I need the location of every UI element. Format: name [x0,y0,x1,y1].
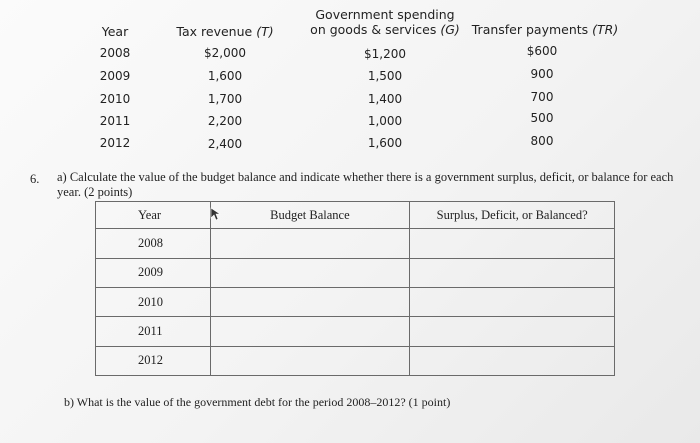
cell-gov: 1,500 [367,69,403,83]
header-gov-spending [305,7,465,37]
header-gov-spending-line1: Government spending [315,7,455,22]
header-tax-revenue [170,24,280,39]
table-row [96,287,615,316]
table-row [96,229,615,258]
table-row [96,258,615,287]
cell-tax: 1,700 [207,92,243,106]
cell-year: 2009 [99,69,131,83]
header-transfer-symbol: (TR) [592,22,619,37]
table-row [96,346,615,375]
cell-transfer: 700 [530,90,554,104]
cell-gov: 1,600 [367,136,403,150]
answer-table [95,201,615,376]
table-row [96,317,615,346]
cell-year: 2008 [99,46,131,60]
cell-gov: 1,400 [367,92,403,106]
cell-tax: 2,200 [207,114,243,128]
header-gov-spending-text: on goods & services [310,22,437,37]
answer-year-cell: 2011 [96,317,211,346]
budget-balance-cell[interactable] [210,346,410,375]
header-gov-spending-symbol: (G) [440,22,460,37]
cell-gov: 1,000 [367,114,403,128]
cell-transfer: $600 [526,44,558,58]
cell-gov: $1,200 [364,47,406,61]
header-transfer-text: Transfer payments [471,22,589,37]
header-tax-revenue-symbol: (T) [256,24,274,39]
budget-balance-cell[interactable] [210,258,410,287]
status-cell[interactable] [410,346,615,375]
answer-year-cell: 2010 [96,287,211,316]
cell-year: 2010 [99,92,131,106]
cell-tax: 1,600 [207,69,243,83]
cell-transfer: 500 [530,111,554,125]
cell-transfer: 800 [530,134,554,148]
answer-header-status: Surplus, Deficit, or Balanced? [410,202,615,229]
status-cell[interactable] [410,229,615,258]
answer-year-cell: 2012 [96,346,211,375]
mouse-cursor-icon [210,207,222,221]
answer-year-cell: 2009 [96,258,211,287]
budget-balance-cell[interactable] [210,229,410,258]
cell-year: 2011 [99,114,131,128]
cell-tax: 2,400 [207,137,243,151]
header-transfer-payments [470,22,620,37]
question-part-a: a) Calculate the value of the budget balance and indicate whether there is a government surplus, deficit, or balance for each year. (2 points) [57,170,674,199]
status-cell[interactable] [410,287,615,316]
header-gov-spending-line2 [305,22,465,37]
answer-table-header-row [96,202,615,229]
header-year: Year [101,24,129,39]
header-tax-revenue-text: Tax revenue [176,24,253,39]
cell-transfer: 900 [530,67,554,81]
data-table [60,4,660,154]
answer-year-cell: 2008 [96,229,211,258]
cell-year: 2012 [99,136,131,150]
budget-balance-cell[interactable] [210,317,410,346]
cell-tax: $2,000 [204,46,246,60]
status-cell[interactable] [410,258,615,287]
budget-balance-cell[interactable] [210,287,410,316]
answer-header-year: Year [96,202,211,229]
answer-header-budget-balance: Budget Balance [210,202,410,229]
status-cell[interactable] [410,317,615,346]
question-part-b: b) What is the value of the government debt for the period 2008–2012? (1 point) [64,395,451,409]
question-number: 6. [30,172,40,186]
